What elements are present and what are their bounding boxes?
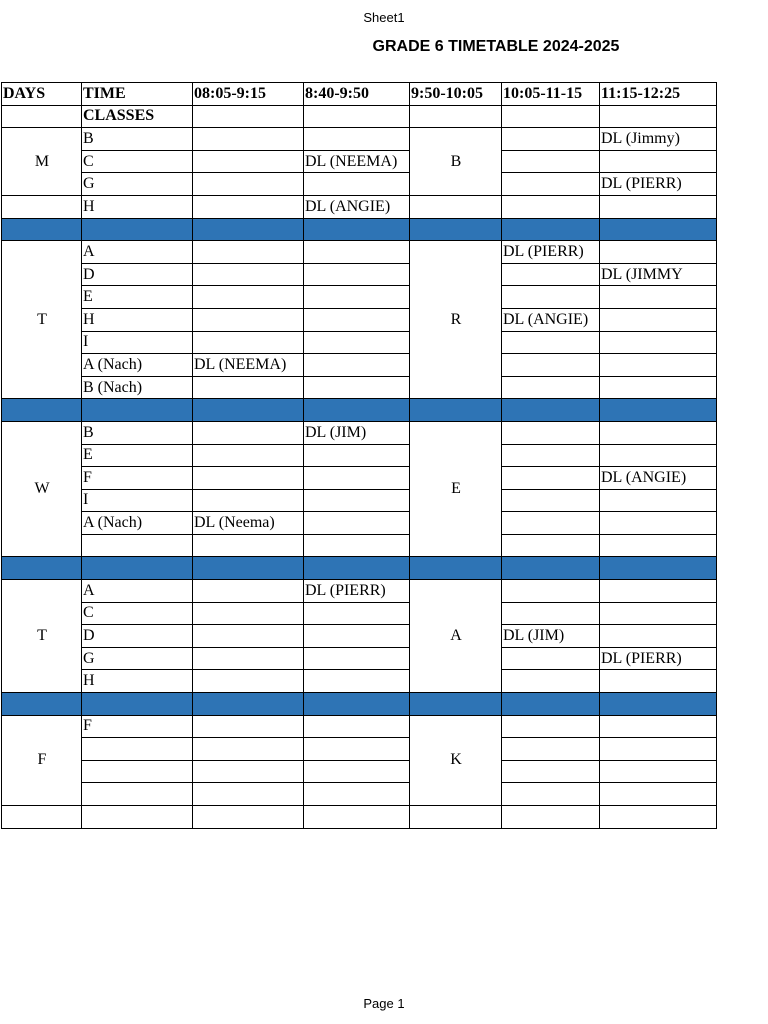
separator-cell <box>2 218 82 241</box>
slot-1-cell <box>193 602 304 625</box>
separator-cell <box>502 218 600 241</box>
separator-cell <box>304 218 410 241</box>
day-separator <box>2 218 717 241</box>
page-footer: Page 1 <box>363 996 405 1011</box>
slot-1-cell <box>193 195 304 218</box>
table-row <box>2 263 717 286</box>
cell-empty <box>2 105 82 128</box>
slot-4-cell <box>502 286 600 309</box>
slot-2-cell <box>304 625 410 648</box>
separator-cell <box>193 693 304 716</box>
separator-cell <box>502 399 600 422</box>
class-cell: A <box>82 241 193 264</box>
slot-4-cell <box>502 489 600 512</box>
slot-3-cell <box>410 195 502 218</box>
page-title: GRADE 6 TIMETABLE 2024-2025 <box>372 38 620 55</box>
slot-5-cell: DL (Jimmy) <box>600 128 717 151</box>
table-row <box>2 376 717 399</box>
slot-2-cell <box>304 489 410 512</box>
slot-4-cell <box>502 580 600 603</box>
class-cell <box>82 760 193 783</box>
table-row <box>2 489 717 512</box>
slot-5-cell <box>600 602 717 625</box>
slot-2-cell <box>304 444 410 467</box>
slot-2-cell <box>304 354 410 377</box>
slot-5-cell <box>600 308 717 331</box>
slot-2-cell <box>304 263 410 286</box>
slot-1-cell <box>193 173 304 196</box>
slot-2-cell <box>304 602 410 625</box>
slot-2-cell <box>304 331 410 354</box>
slot-2-cell <box>304 670 410 693</box>
slot-5-cell <box>600 512 717 535</box>
slot-4-cell <box>502 376 600 399</box>
header-slot-2: 8:40-9:50 <box>304 83 410 106</box>
slot-2-cell <box>304 128 410 151</box>
cell-empty <box>410 105 502 128</box>
separator-cell <box>600 218 717 241</box>
class-cell: B <box>82 421 193 444</box>
cell-empty <box>2 806 82 829</box>
class-cell: F <box>82 467 193 490</box>
header-slot-5: 11:15-12:25 <box>600 83 717 106</box>
slot-1-cell <box>193 534 304 557</box>
slot-1-cell <box>193 489 304 512</box>
separator-cell <box>193 218 304 241</box>
slot-5-cell <box>600 670 717 693</box>
class-cell: D <box>82 625 193 648</box>
slot-2-cell <box>304 241 410 264</box>
separator-cell <box>82 399 193 422</box>
slot-1-cell <box>193 783 304 806</box>
slot-2-cell <box>304 738 410 761</box>
class-cell: I <box>82 489 193 512</box>
slot-2-cell <box>304 534 410 557</box>
slot-1-cell: DL (Neema) <box>193 512 304 535</box>
timetable <box>1 82 717 829</box>
slot-1-cell <box>193 241 304 264</box>
slot-5-cell <box>600 150 717 173</box>
cell-empty <box>2 195 82 218</box>
day-separator <box>2 399 717 422</box>
slot-4-cell <box>502 647 600 670</box>
slot-4-cell <box>502 195 600 218</box>
day-separator <box>2 693 717 716</box>
class-cell <box>82 738 193 761</box>
table-row <box>2 173 717 196</box>
day-label: M <box>2 128 82 196</box>
slot-1-cell <box>193 467 304 490</box>
slot-1-cell <box>193 806 304 829</box>
slot-1-cell <box>193 150 304 173</box>
table-row <box>2 647 717 670</box>
classes-header-row <box>2 105 717 128</box>
slot-4-cell: DL (JIM) <box>502 625 600 648</box>
class-cell: G <box>82 647 193 670</box>
break-letter: A <box>410 580 502 693</box>
slot-5-cell <box>600 444 717 467</box>
slot-1-cell <box>193 444 304 467</box>
header-slot-1: 08:05-9:15 <box>193 83 304 106</box>
slot-1-cell <box>193 625 304 648</box>
slot-5-cell: DL (PIERR) <box>600 647 717 670</box>
separator-cell <box>304 399 410 422</box>
class-cell <box>82 806 193 829</box>
slot-2-cell <box>304 308 410 331</box>
class-cell: H <box>82 308 193 331</box>
slot-2-cell <box>304 173 410 196</box>
table-row <box>2 715 717 738</box>
slot-1-cell <box>193 308 304 331</box>
table-row <box>2 806 717 829</box>
slot-1-cell <box>193 580 304 603</box>
slot-5-cell: DL (PIERR) <box>600 173 717 196</box>
class-cell <box>82 783 193 806</box>
table-row <box>2 670 717 693</box>
slot-1-cell <box>193 760 304 783</box>
class-cell: E <box>82 444 193 467</box>
class-cell: B <box>82 128 193 151</box>
table-row <box>2 512 717 535</box>
slot-1-cell <box>193 738 304 761</box>
slot-2-cell: DL (JIM) <box>304 421 410 444</box>
day-label: T <box>2 580 82 693</box>
slot-1-cell <box>193 128 304 151</box>
class-cell: C <box>82 602 193 625</box>
slot-4-cell <box>502 444 600 467</box>
slot-2-cell: DL (ANGIE) <box>304 195 410 218</box>
slot-5-cell <box>600 783 717 806</box>
slot-5-cell <box>600 715 717 738</box>
slot-1-cell <box>193 263 304 286</box>
day-label: F <box>2 715 82 805</box>
slot-1-cell <box>193 421 304 444</box>
header-days: DAYS <box>2 83 82 106</box>
slot-4-cell <box>502 670 600 693</box>
cell-empty <box>304 105 410 128</box>
separator-cell <box>2 557 82 580</box>
slot-5-cell: DL (JIMMY <box>600 263 717 286</box>
slot-4-cell <box>502 512 600 535</box>
table-row <box>2 308 717 331</box>
break-letter: E <box>410 421 502 557</box>
table-row <box>2 128 717 151</box>
slot-5-cell <box>600 534 717 557</box>
cell-empty <box>600 105 717 128</box>
table-row <box>2 150 717 173</box>
separator-cell <box>82 557 193 580</box>
table-row <box>2 534 717 557</box>
slot-5-cell <box>600 376 717 399</box>
cell-empty <box>193 105 304 128</box>
class-cell: F <box>82 715 193 738</box>
slot-1-cell <box>193 376 304 399</box>
slot-5-cell <box>600 760 717 783</box>
break-letter: K <box>410 715 502 805</box>
break-letter: R <box>410 241 502 399</box>
class-cell: A (Nach) <box>82 354 193 377</box>
slot-4-cell <box>502 263 600 286</box>
slot-5-cell <box>600 195 717 218</box>
slot-5-cell <box>600 738 717 761</box>
table-row <box>2 444 717 467</box>
slot-4-cell <box>502 602 600 625</box>
slot-4-cell <box>502 128 600 151</box>
header-classes: CLASSES <box>82 105 193 128</box>
table-row <box>2 331 717 354</box>
sheet-label: Sheet1 <box>363 10 405 25</box>
slot-2-cell <box>304 647 410 670</box>
slot-4-cell <box>502 467 600 490</box>
slot-5-cell <box>600 241 717 264</box>
slot-5-cell <box>600 286 717 309</box>
slot-1-cell <box>193 331 304 354</box>
class-cell: C <box>82 150 193 173</box>
header-row <box>2 83 717 106</box>
day-label: W <box>2 421 82 557</box>
slot-2-cell <box>304 760 410 783</box>
table-row <box>2 760 717 783</box>
table-row <box>2 286 717 309</box>
slot-2-cell <box>304 783 410 806</box>
slot-4-cell: DL (ANGIE) <box>502 308 600 331</box>
header-slot-4: 10:05-11-15 <box>502 83 600 106</box>
table-row <box>2 241 717 264</box>
table-row <box>2 467 717 490</box>
slot-1-cell <box>193 647 304 670</box>
separator-cell <box>193 557 304 580</box>
slot-4-cell <box>502 738 600 761</box>
class-cell: H <box>82 195 193 218</box>
slot-4-cell <box>502 715 600 738</box>
day-label: T <box>2 241 82 399</box>
slot-2-cell <box>304 376 410 399</box>
slot-1-cell <box>193 715 304 738</box>
separator-cell <box>600 693 717 716</box>
slot-4-cell <box>502 331 600 354</box>
class-cell: G <box>82 173 193 196</box>
class-cell: H <box>82 670 193 693</box>
slot-5-cell <box>600 354 717 377</box>
slot-2-cell <box>304 715 410 738</box>
slot-4-cell <box>502 760 600 783</box>
table-row <box>2 421 717 444</box>
separator-cell <box>82 693 193 716</box>
slot-1-cell <box>193 286 304 309</box>
separator-cell <box>410 399 502 422</box>
separator-cell <box>410 218 502 241</box>
slot-5-cell <box>600 421 717 444</box>
class-cell <box>82 534 193 557</box>
separator-cell <box>193 399 304 422</box>
cell-empty <box>502 105 600 128</box>
slot-2-cell: DL (NEEMA) <box>304 150 410 173</box>
class-cell: A <box>82 580 193 603</box>
slot-4-cell <box>502 150 600 173</box>
class-cell: A (Nach) <box>82 512 193 535</box>
slot-5-cell <box>600 489 717 512</box>
separator-cell <box>2 399 82 422</box>
separator-cell <box>2 693 82 716</box>
table-row <box>2 783 717 806</box>
header-slot-3: 9:50-10:05 <box>410 83 502 106</box>
class-cell: E <box>82 286 193 309</box>
slot-5-cell: DL (ANGIE) <box>600 467 717 490</box>
separator-cell <box>410 693 502 716</box>
separator-cell <box>600 399 717 422</box>
slot-5-cell <box>600 806 717 829</box>
slot-4-cell <box>502 173 600 196</box>
class-cell: B (Nach) <box>82 376 193 399</box>
separator-cell <box>82 218 193 241</box>
slot-4-cell <box>502 354 600 377</box>
separator-cell <box>600 557 717 580</box>
class-cell: I <box>82 331 193 354</box>
slot-2-cell: DL (PIERR) <box>304 580 410 603</box>
class-cell: D <box>82 263 193 286</box>
slot-5-cell <box>600 580 717 603</box>
slot-2-cell <box>304 467 410 490</box>
slot-2-cell <box>304 286 410 309</box>
table-row <box>2 580 717 603</box>
separator-cell <box>502 693 600 716</box>
slot-5-cell <box>600 331 717 354</box>
separator-cell <box>410 557 502 580</box>
slot-4-cell <box>502 783 600 806</box>
slot-4-cell <box>502 421 600 444</box>
table-row <box>2 195 717 218</box>
day-separator <box>2 557 717 580</box>
separator-cell <box>304 557 410 580</box>
table-row <box>2 738 717 761</box>
slot-2-cell <box>304 512 410 535</box>
table-row <box>2 625 717 648</box>
slot-2-cell <box>304 806 410 829</box>
slot-4-cell <box>502 806 600 829</box>
slot-1-cell: DL (NEEMA) <box>193 354 304 377</box>
slot-5-cell <box>600 625 717 648</box>
header-time: TIME <box>82 83 193 106</box>
slot-4-cell: DL (PIERR) <box>502 241 600 264</box>
table-row <box>2 602 717 625</box>
separator-cell <box>502 557 600 580</box>
table-row <box>2 354 717 377</box>
break-letter: B <box>410 128 502 196</box>
slot-4-cell <box>502 534 600 557</box>
slot-1-cell <box>193 670 304 693</box>
separator-cell <box>304 693 410 716</box>
slot-3-cell <box>410 806 502 829</box>
